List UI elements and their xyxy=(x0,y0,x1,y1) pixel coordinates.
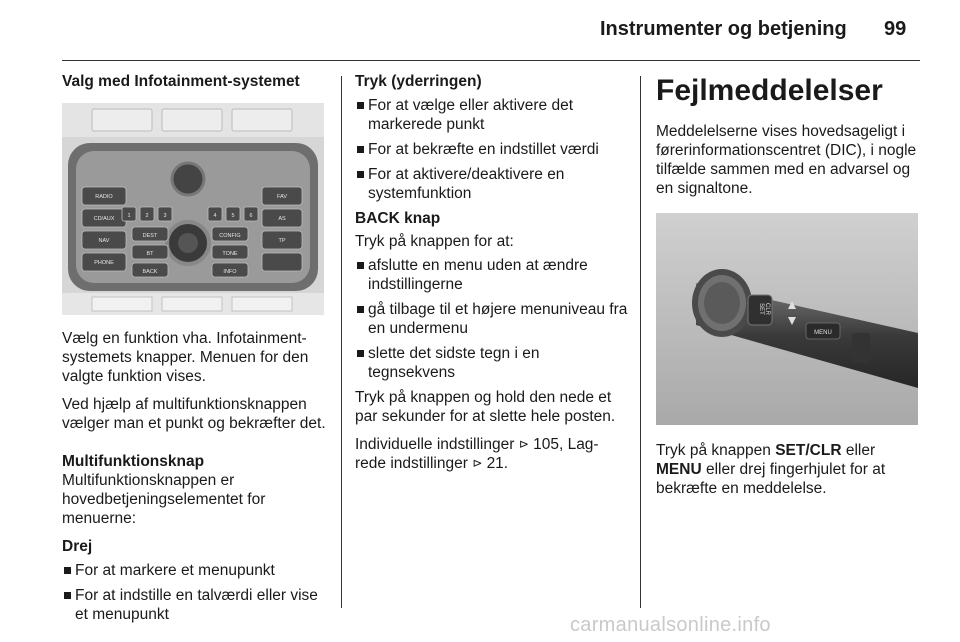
section-subhead: Valg med Infotainment-systemet xyxy=(62,73,300,90)
paragraph: Tryk på knappen for at: xyxy=(355,233,514,250)
text-span: eller drej fingerhjulet for at bekræfte en meddelelse. xyxy=(656,461,886,497)
preset-3: 3 xyxy=(163,213,167,219)
preset-1: 1 xyxy=(127,213,131,219)
bullet-list xyxy=(62,561,330,624)
text-span: Tryk på knappen xyxy=(656,442,771,459)
preset-5: 5 xyxy=(231,213,235,219)
watermark: carmanualsonline.info xyxy=(570,614,771,636)
cdaux-label: CD/AUX xyxy=(93,216,115,222)
infotainment-panel-photo xyxy=(62,103,324,315)
button-name: MENU xyxy=(656,461,702,478)
header-rule xyxy=(62,60,920,61)
reference-arrow-icon: ⊳ xyxy=(472,456,483,470)
column-divider-2 xyxy=(640,76,641,608)
section-heading: Fejlmeddelelser xyxy=(656,74,883,107)
back-label: BACK xyxy=(142,269,158,275)
preset-2: 2 xyxy=(145,213,149,219)
button-name: SET/CLR xyxy=(775,442,842,459)
dest-label: DEST xyxy=(142,233,158,239)
list-item: For at vælge eller aktivere det markerede punkt xyxy=(355,96,630,134)
page-reference[interactable]: 21. xyxy=(486,455,509,472)
as-label: AS xyxy=(278,216,286,222)
info-label: INFO xyxy=(223,269,237,275)
nav-label: NAV xyxy=(98,238,110,244)
column-divider-1 xyxy=(341,76,342,608)
menu-label: MENU xyxy=(814,330,832,336)
preset-4: 4 xyxy=(213,213,217,219)
bullet-list xyxy=(355,256,630,382)
column-3 xyxy=(656,72,922,507)
tone-label: TONE xyxy=(222,251,238,257)
text-span: Individuelle indstillinger xyxy=(355,436,515,453)
page-number: 99 xyxy=(884,18,907,40)
section-subhead: Tryk (yderringen) xyxy=(355,73,482,90)
clr-label: CLR xyxy=(764,302,770,316)
paragraph: Tryk på knappen og hold den nede et par sekunder for at slette hele posten. xyxy=(355,389,616,425)
list-item: For at bekræfte en indstillet værdi xyxy=(355,140,630,159)
text-span: rede indstillinger xyxy=(355,455,468,472)
paragraph xyxy=(656,441,922,498)
radio-label: RADIO xyxy=(95,194,113,200)
section-subhead: Multifunktionsknap xyxy=(62,453,205,470)
list-item: For at aktivere/deaktivere en systemfunktion xyxy=(355,165,630,203)
list-item: For at markere et menupunkt xyxy=(62,561,330,580)
phone-label: PHONE xyxy=(94,260,114,266)
section-subhead: Drej xyxy=(62,538,93,555)
list-item: afslutte en menu uden at ændre indstillingerne xyxy=(355,256,630,294)
paragraph: Meddelelserne vises hovedsageligt i førerinformationscentret (DIC), i nogle tilfælde sammen med en advarsel og en signaltone. xyxy=(656,123,917,197)
column-1 xyxy=(62,72,330,630)
paragraph: Multifunktionsknappen er hovedbetjeningselementet for menuerne: xyxy=(62,472,266,527)
wiper-stalk-photo xyxy=(656,213,918,425)
set-label: SET xyxy=(758,303,764,315)
paragraph: Vælg en funktion vha. Infotainment-systemets knapper. Menuen for den valgte funktion vises. xyxy=(62,330,309,385)
reference-arrow-icon: ⊳ xyxy=(518,437,529,451)
config-label: CONFIG xyxy=(219,233,241,239)
bt-label: BT xyxy=(146,251,154,257)
list-item: For at indstille en talværdi eller vise et menupunkt xyxy=(62,586,330,624)
paragraph xyxy=(355,435,630,473)
paragraph: Ved hjælp af multifunktionsknappen vælger man et punkt og bekræfter det. xyxy=(62,396,326,432)
text-span: eller xyxy=(845,442,876,459)
list-item: slette det sidste tegn i en tegnsekvens xyxy=(355,344,630,382)
list-item: gå tilbage til et højere menuniveau fra en undermenu xyxy=(355,300,630,338)
column-2 xyxy=(355,72,630,482)
fav-label: FAV xyxy=(277,194,287,200)
preset-6: 6 xyxy=(249,213,253,219)
bullet-list xyxy=(355,96,630,203)
section-subhead: BACK knap xyxy=(355,210,441,227)
tp-label: TP xyxy=(278,238,286,244)
page-header-title: Instrumenter og betjening xyxy=(600,18,847,40)
page-reference[interactable]: 105, Lag- xyxy=(533,436,599,453)
